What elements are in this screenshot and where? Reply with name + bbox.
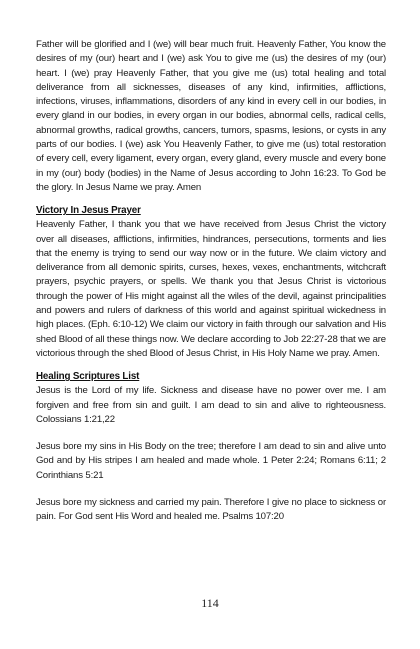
victory-heading: Victory In Jesus Prayer xyxy=(36,205,141,217)
document-page xyxy=(36,38,386,525)
page-number: 114 xyxy=(201,596,219,610)
scripture-item: Jesus bore my sickness and carried my pain. Therefore I give no place to sickness or pain. For God sent His Word and healed me. Psalms 107:20 xyxy=(36,497,386,523)
scriptures-heading: Healing Scriptures List xyxy=(36,371,140,383)
scripture-item: Jesus bore my sins in His Body on the tree; therefore I am dead to sin and alive unto God and by His stripes I am healed and made whole. 1 Peter 2:24; Romans 6:11; 2 Corinthians 5:21 xyxy=(36,441,386,481)
scripture-item: Jesus is the Lord of my life. Sickness and disease have no power over me. I am forgiven and free from sin and guilt. I am dead to sin and alive to righteousness. Colossians 1:21,22 xyxy=(36,385,386,425)
intro-paragraph: Father will be glorified and I (we) will bear much fruit. Heavenly Father, You know the desires of my (our) heart and I (we) ask You to give me (us) the desires of my (our) heart. I (we) pray Heavenly Father, that you give me (us) total healing and total deliverance from all sicknesses, diseases of any kind, infirmities, afflictions, infections, viruses, inflammations, disorders of any kind in every cell in our bodies, in every gland in our bodies, in every organ in our bodies, abnormal cells, radical cells, abnormal growths, radical growths, cancers, tumors, spasms, lesions, or cysts in any parts of our bodies. I (we) ask You Heavenly Father, to give me (us) total restoration of every cell, every ligament, every organ, every gland, every muscle and every bone in my (our) body (bodies) in the Name of Jesus according to John 16:23. To God be the glory. In Jesus Name we pray. Amen xyxy=(36,39,386,193)
victory-paragraph: Heavenly Father, I thank you that we have received from Jesus Christ the victory over all diseases, afflictions, infirmities, hindrances, persecutions, torments and lies that the enemy is trying to send our way now or in the future. We claim victory and deliverance from all demonic spirits, curses, hexes, vexes, enchantments, witchcraft prayers, psychic prayers, or spells. We thank you that Jesus Christ is victorious through the power of His might against all the wiles of the devil, against principalities and powers and rulers of darkness of this world and against spiritual wickedness in high places. (Eph. 6:10-12) We claim our victory in faith through our salvation and His shed Blood of all these things now. We declare according to Job 22:27-28 that we are victorious through the shed Blood of Jesus Christ, in His Holy Name we pray. Amen. xyxy=(36,219,386,359)
victory-section xyxy=(36,204,386,361)
scriptures-section xyxy=(36,370,386,524)
